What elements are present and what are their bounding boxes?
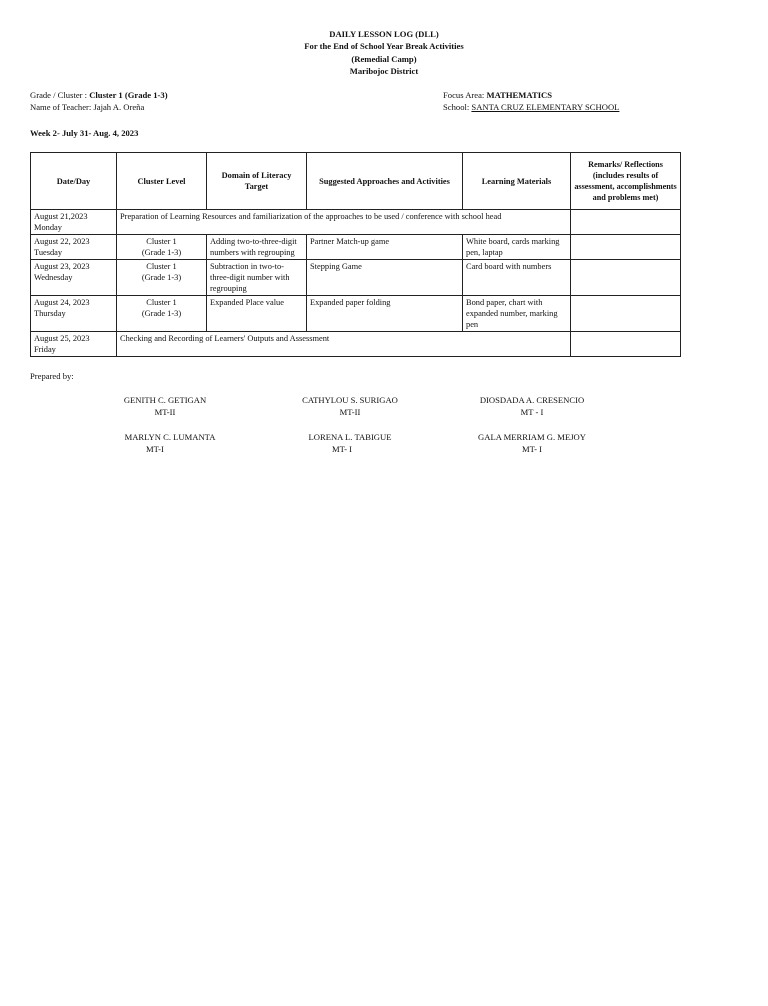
- teacher-line: [30, 102, 144, 112]
- domain-cell: Expanded Place value: [207, 296, 307, 332]
- table-row: [31, 210, 681, 235]
- signatory: [100, 431, 240, 455]
- signatory-name: DIOSDADA A. CRESENCIO: [479, 395, 585, 405]
- grade-label: Grade / Cluster :: [30, 90, 88, 100]
- approach-cell: Expanded paper folding: [307, 296, 463, 332]
- school-label: School:: [443, 102, 470, 112]
- signatory: [280, 431, 420, 455]
- district-name: Maribojoc District: [349, 66, 419, 76]
- cluster-cell: Cluster 1 (Grade 1-3): [117, 235, 207, 260]
- date-cell: August 25, 2023 Friday: [31, 332, 117, 357]
- date-cell: August 22, 2023 Tuesday: [31, 235, 117, 260]
- signatory: [462, 394, 602, 418]
- header-approach: Suggested Approaches and Activities: [307, 153, 463, 210]
- week-label: Week 2- July 31- Aug. 4, 2023: [30, 128, 139, 138]
- signatory-name: MARLYN C. LUMANTA: [124, 432, 216, 442]
- signatory: [280, 394, 420, 418]
- approach-cell: Stepping Game: [307, 260, 463, 296]
- table-row: [31, 260, 681, 296]
- remarks-cell: [571, 210, 681, 235]
- signatory-name: CATHYLOU S. SURIGAO: [302, 395, 398, 405]
- materials-cell: Bond paper, chart with expanded number, marking pen: [463, 296, 571, 332]
- table-row: [31, 332, 681, 357]
- lesson-log-table: [30, 152, 681, 357]
- signatory-name: LORENA L. TABIGUE: [308, 432, 392, 442]
- focus-area-line: [443, 90, 552, 100]
- domain-cell: Adding two-to-three-digit numbers with regrouping: [207, 235, 307, 260]
- date-cell: August 24, 2023 Thursday: [31, 296, 117, 332]
- signatory-position: MT- I: [522, 444, 542, 454]
- remarks-cell: [571, 296, 681, 332]
- school-line: [443, 102, 619, 112]
- table-header-row: [31, 153, 681, 210]
- approach-cell: Partner Match-up game: [307, 235, 463, 260]
- school-value: SANTA CRUZ ELEMENTARY SCHOOL: [471, 102, 620, 112]
- focus-label: Focus Area:: [443, 90, 485, 100]
- domain-cell: Subtraction in two-to-three-digit number with regrouping: [207, 260, 307, 296]
- materials-cell: Card board with numbers: [463, 260, 571, 296]
- signatory-position: MT-II: [339, 407, 361, 417]
- signatory-name: GALA MERRIAM G. MEJOY: [478, 432, 586, 442]
- remarks-cell: [571, 235, 681, 260]
- teacher-label: Name of Teacher:: [30, 102, 92, 112]
- signatory-name: GENITH C. GETIGAN: [123, 395, 207, 405]
- table-row: [31, 235, 681, 260]
- table-row: [31, 296, 681, 332]
- signatory-position: MT-I: [146, 444, 164, 454]
- signatory: [100, 394, 230, 418]
- materials-cell: White board, cards marking pen, laptap: [463, 235, 571, 260]
- signatory-position: MT - I: [520, 407, 544, 417]
- signatory-position: MT-II: [154, 407, 176, 417]
- header-date: Date/Day: [31, 153, 117, 210]
- program-name: (Remedial Camp): [351, 54, 417, 64]
- header-cluster: Cluster Level: [117, 153, 207, 210]
- grade-value: Cluster 1 (Grade 1-3): [89, 90, 168, 100]
- cluster-cell: Cluster 1 (Grade 1-3): [117, 260, 207, 296]
- signatory: [462, 431, 602, 455]
- header-domain: Domain of Literacy Target: [207, 153, 307, 210]
- signatory-position: MT- I: [332, 444, 352, 454]
- header-materials: Learning Materials: [463, 153, 571, 210]
- date-cell: August 23, 2023 Wednesday: [31, 260, 117, 296]
- date-cell: August 21,2023 Monday: [31, 210, 117, 235]
- prepared-by-label: Prepared by:: [30, 371, 74, 381]
- focus-value: MATHEMATICS: [486, 90, 553, 100]
- header-remarks: Remarks/ Reflections (includes results of assessment, accomplishments and problems met): [571, 153, 681, 210]
- teacher-value: Jajah A. Oreña: [93, 102, 145, 112]
- remarks-cell: [571, 332, 681, 357]
- merged-activity-cell: Preparation of Learning Resources and familiarization of the approaches to be used / conference with school head: [117, 210, 571, 235]
- remarks-cell: [571, 260, 681, 296]
- merged-activity-cell: Checking and Recording of Learners' Outputs and Assessment: [117, 332, 571, 357]
- grade-cluster-line: [30, 90, 168, 100]
- document-subtitle: For the End of School Year Break Activities: [304, 41, 464, 51]
- document-title: DAILY LESSON LOG (DLL): [329, 29, 439, 39]
- cluster-cell: Cluster 1 (Grade 1-3): [117, 296, 207, 332]
